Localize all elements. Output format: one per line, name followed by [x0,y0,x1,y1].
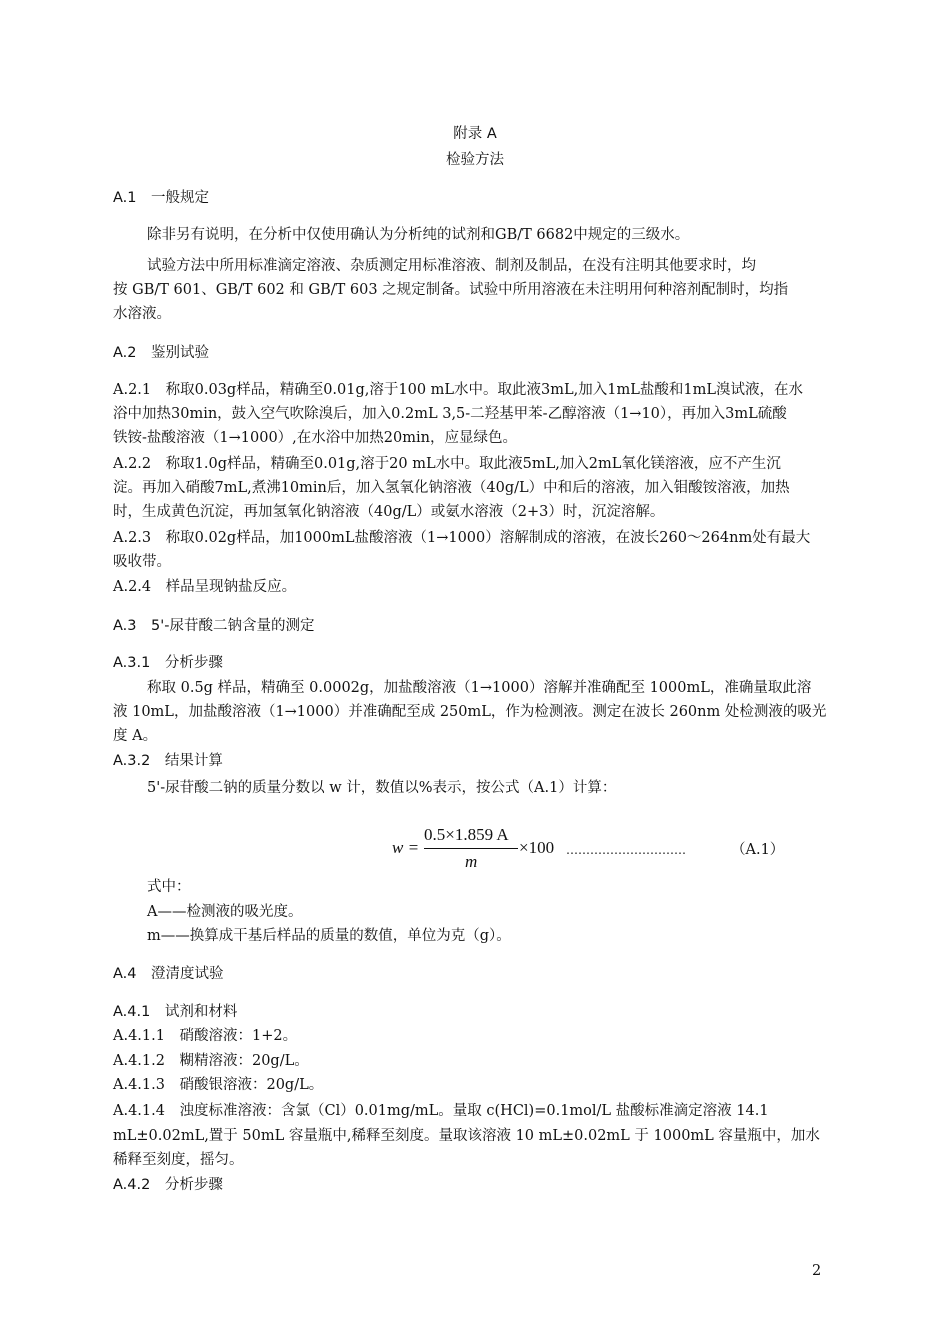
a413: A.4.1.3 硝酸银溶液：20g/L。 [113,1077,324,1093]
page-number: 2 [812,1263,822,1279]
a1-paragraph-2-line-2: 按 GB/T 601、GB/T 602 和 GB/T 603 之规定制备。试验中所用溶液在未注明用何种溶剂配制时，均指 [113,282,789,298]
a41-heading: A.4.1 试剂和材料 [113,1004,238,1020]
a414-line-2: mL±0.02mL,置于 50mL 容量瓶中,稀释至刻度。量取该溶液 10 mL±0.02mL 于 1000mL 容量瓶中，加水 [113,1128,820,1144]
section-a4-heading: A.4 澄清度试验 [113,966,224,982]
a22-line-2: 淀。再加入硝酸7mL,煮沸10min后，加入氢氧化钠溶液（40g/L）中和后的溶液，加入钼酸铵溶液，加热 [113,480,790,496]
formula-denominator: m [465,852,478,871]
fraction-bar [424,848,518,849]
a411: A.4.1.1 硝酸溶液：1+2。 [113,1028,298,1044]
a1-paragraph-1: 除非另有说明，在分析中仅使用确认为分析纯的试剂和GB/T 6682中规定的三级水。 [147,227,690,243]
a31-heading: A.3.1 分析步骤 [113,655,223,671]
a1-paragraph-2-line-3: 水溶液。 [113,306,171,322]
a414-line-3: 稀释至刻度，摇匀。 [113,1152,244,1168]
a24: A.2.4 样品呈现钠盐反应。 [113,579,297,595]
a21-line-3: 铁铵-盐酸溶液（1→1000）,在水浴中加热20min，应显绿色。 [113,430,517,446]
a1-paragraph-2-line-1: 试验方法中所用标准滴定溶液、杂质测定用标准溶液、制剂及制品，在没有注明其他要求时，均 [147,258,756,274]
formula-label: （A.1） [731,842,785,858]
formula-times-100: ×100 [519,838,555,857]
a31-line-2: 液 10mL，加盐酸溶液（1→1000）并准确配至成 250mL，作为检测液。测定在波长 260nm 处检测液的吸光 [113,704,827,720]
a42-heading: A.4.2 分析步骤 [113,1177,223,1193]
section-a2-heading: A.2 鉴别试验 [113,345,209,361]
where-label: 式中： [147,879,191,895]
section-a1-heading: A.1 一般规定 [113,190,209,206]
a23-line-1: A.2.3 称取0.02g样品，加1000mL盐酸溶液（1→1000）溶解制成的溶液，在波长260～264nm处有最大 [113,530,811,546]
formula-leader-dots: ………………………… [566,843,686,857]
a32-heading: A.3.2 结果计算 [113,753,223,769]
a21-line-2: 浴中加热30min，鼓入空气吹除溴后，加入0.2mL 3,5-二羟基甲苯-乙醇溶液（1→10），再加入3mL硫酸 [113,406,787,422]
formula-numerator: 0.5×1.859 A [424,825,509,844]
definition-a: A——检测液的吸光度。 [147,904,303,920]
a22-line-1: A.2.2 称取1.0g样品，精确至0.01g,溶于20 mL水中。取此液5mL,加入2mL氧化镁溶液，应不产生沉 [113,456,781,472]
a32-line-1: 5'-尿苷酸二钠的质量分数以 w 计，数值以%表示，按公式（A.1）计算： [147,780,617,796]
definition-m: m——换算成干基后样品的质量的数值，单位为克（g）。 [147,928,511,944]
a31-line-3: 度 A。 [113,728,158,744]
a21-line-1: A.2.1 称取0.03g样品，精确至0.01g,溶于100 mL水中。取此液3mL,加入1mL盐酸和1mL溴试液，在水 [113,382,803,398]
a414-line-1: A.4.1.4 浊度标准溶液：含氯（Cl）0.01mg/mL。量取 c(HCl)=0.1mol/L 盐酸标准滴定溶液 14.1 [113,1103,769,1119]
section-a3-heading: A.3 5'-尿苷酸二钠含量的测定 [113,618,315,634]
a23-line-2: 吸收带。 [113,554,171,570]
appendix-subtitle: 检验方法 [446,152,504,168]
a31-line-1: 称取 0.5g 样品，精确至 0.0002g，加盐酸溶液（1→1000）溶解并准确配至 1000mL，准确量取此溶 [147,680,812,696]
formula-lhs: w = [392,838,420,857]
appendix-title: 附录 A [453,126,497,142]
a412: A.4.1.2 糊精溶液：20g/L。 [113,1053,309,1069]
a22-line-3: 时，生成黄色沉淀，再加氢氧化钠溶液（40g/L）或氨水溶液（2+3）时，沉淀溶解。 [113,504,665,520]
